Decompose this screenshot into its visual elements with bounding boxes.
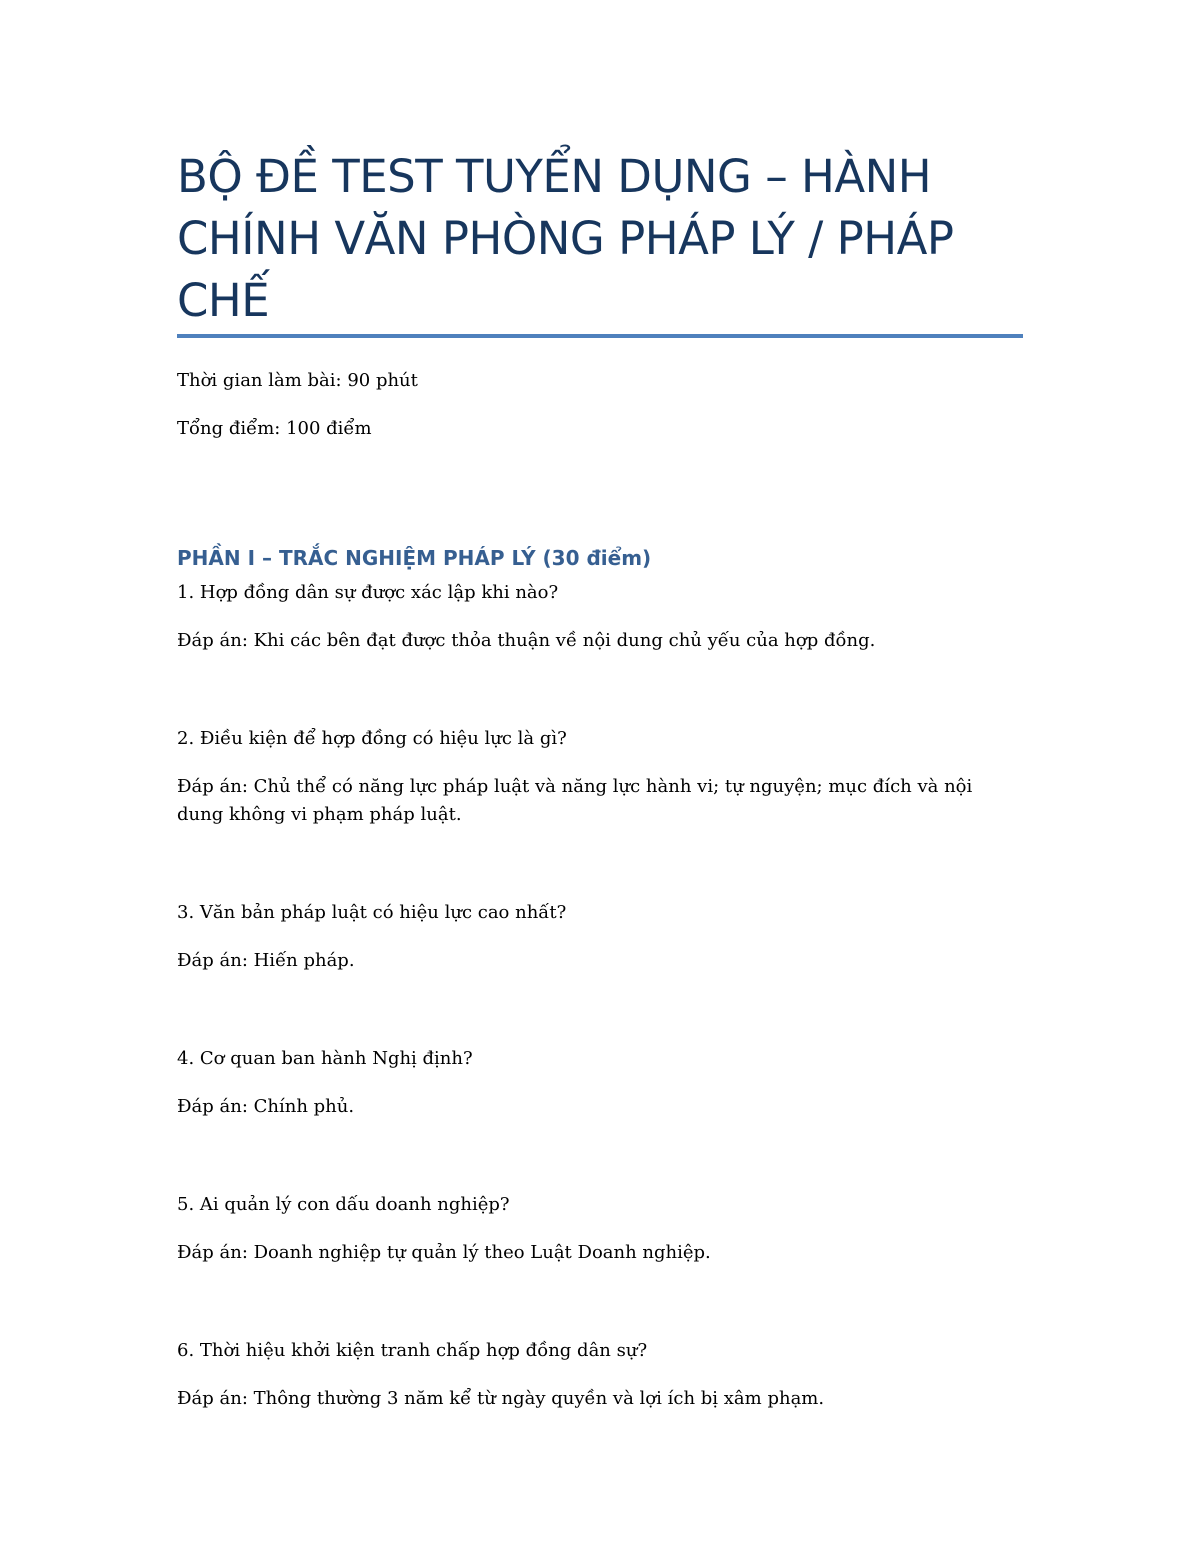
total-score: Tổng điểm: 100 điểm <box>177 418 372 439</box>
answer-3: Đáp án: Hiến pháp. <box>177 950 355 971</box>
question-3: 3. Văn bản pháp luật có hiệu lực cao nhất? <box>177 902 567 923</box>
question-6: 6. Thời hiệu khởi kiện tranh chấp hợp đồng dân sự? <box>177 1340 648 1361</box>
question-2: 2. Điều kiện để hợp đồng có hiệu lực là gì? <box>177 728 567 749</box>
answer-4: Đáp án: Chính phủ. <box>177 1096 355 1117</box>
time-limit: Thời gian làm bài: 90 phút <box>177 370 418 391</box>
answer-1: Đáp án: Khi các bên đạt được thỏa thuận về nội dung chủ yếu của hợp đồng. <box>177 630 876 651</box>
question-5: 5. Ai quản lý con dấu doanh nghiệp? <box>177 1194 510 1215</box>
title-underline <box>177 334 1023 338</box>
document-title: BỘ ĐỀ TEST TUYỂN DỤNG – HÀNH CHÍNH VĂN PHÒNG PHÁP LÝ / PHÁP CHẾ <box>177 150 954 327</box>
question-4: 4. Cơ quan ban hành Nghị định? <box>177 1048 473 1069</box>
question-1: 1. Hợp đồng dân sự được xác lập khi nào? <box>177 582 559 603</box>
answer-5: Đáp án: Doanh nghiệp tự quản lý theo Luật Doanh nghiệp. <box>177 1242 711 1263</box>
section-1-heading: PHẦN I – TRẮC NGHIỆM PHÁP LÝ (30 điểm) <box>177 546 652 570</box>
answer-6: Đáp án: Thông thường 3 năm kể từ ngày quyền và lợi ích bị xâm phạm. <box>177 1388 825 1409</box>
answer-2: Đáp án: Chủ thể có năng lực pháp luật và năng lực hành vi; tự nguyện; mục đích và nội dung không vi phạm pháp luật. <box>177 776 973 825</box>
